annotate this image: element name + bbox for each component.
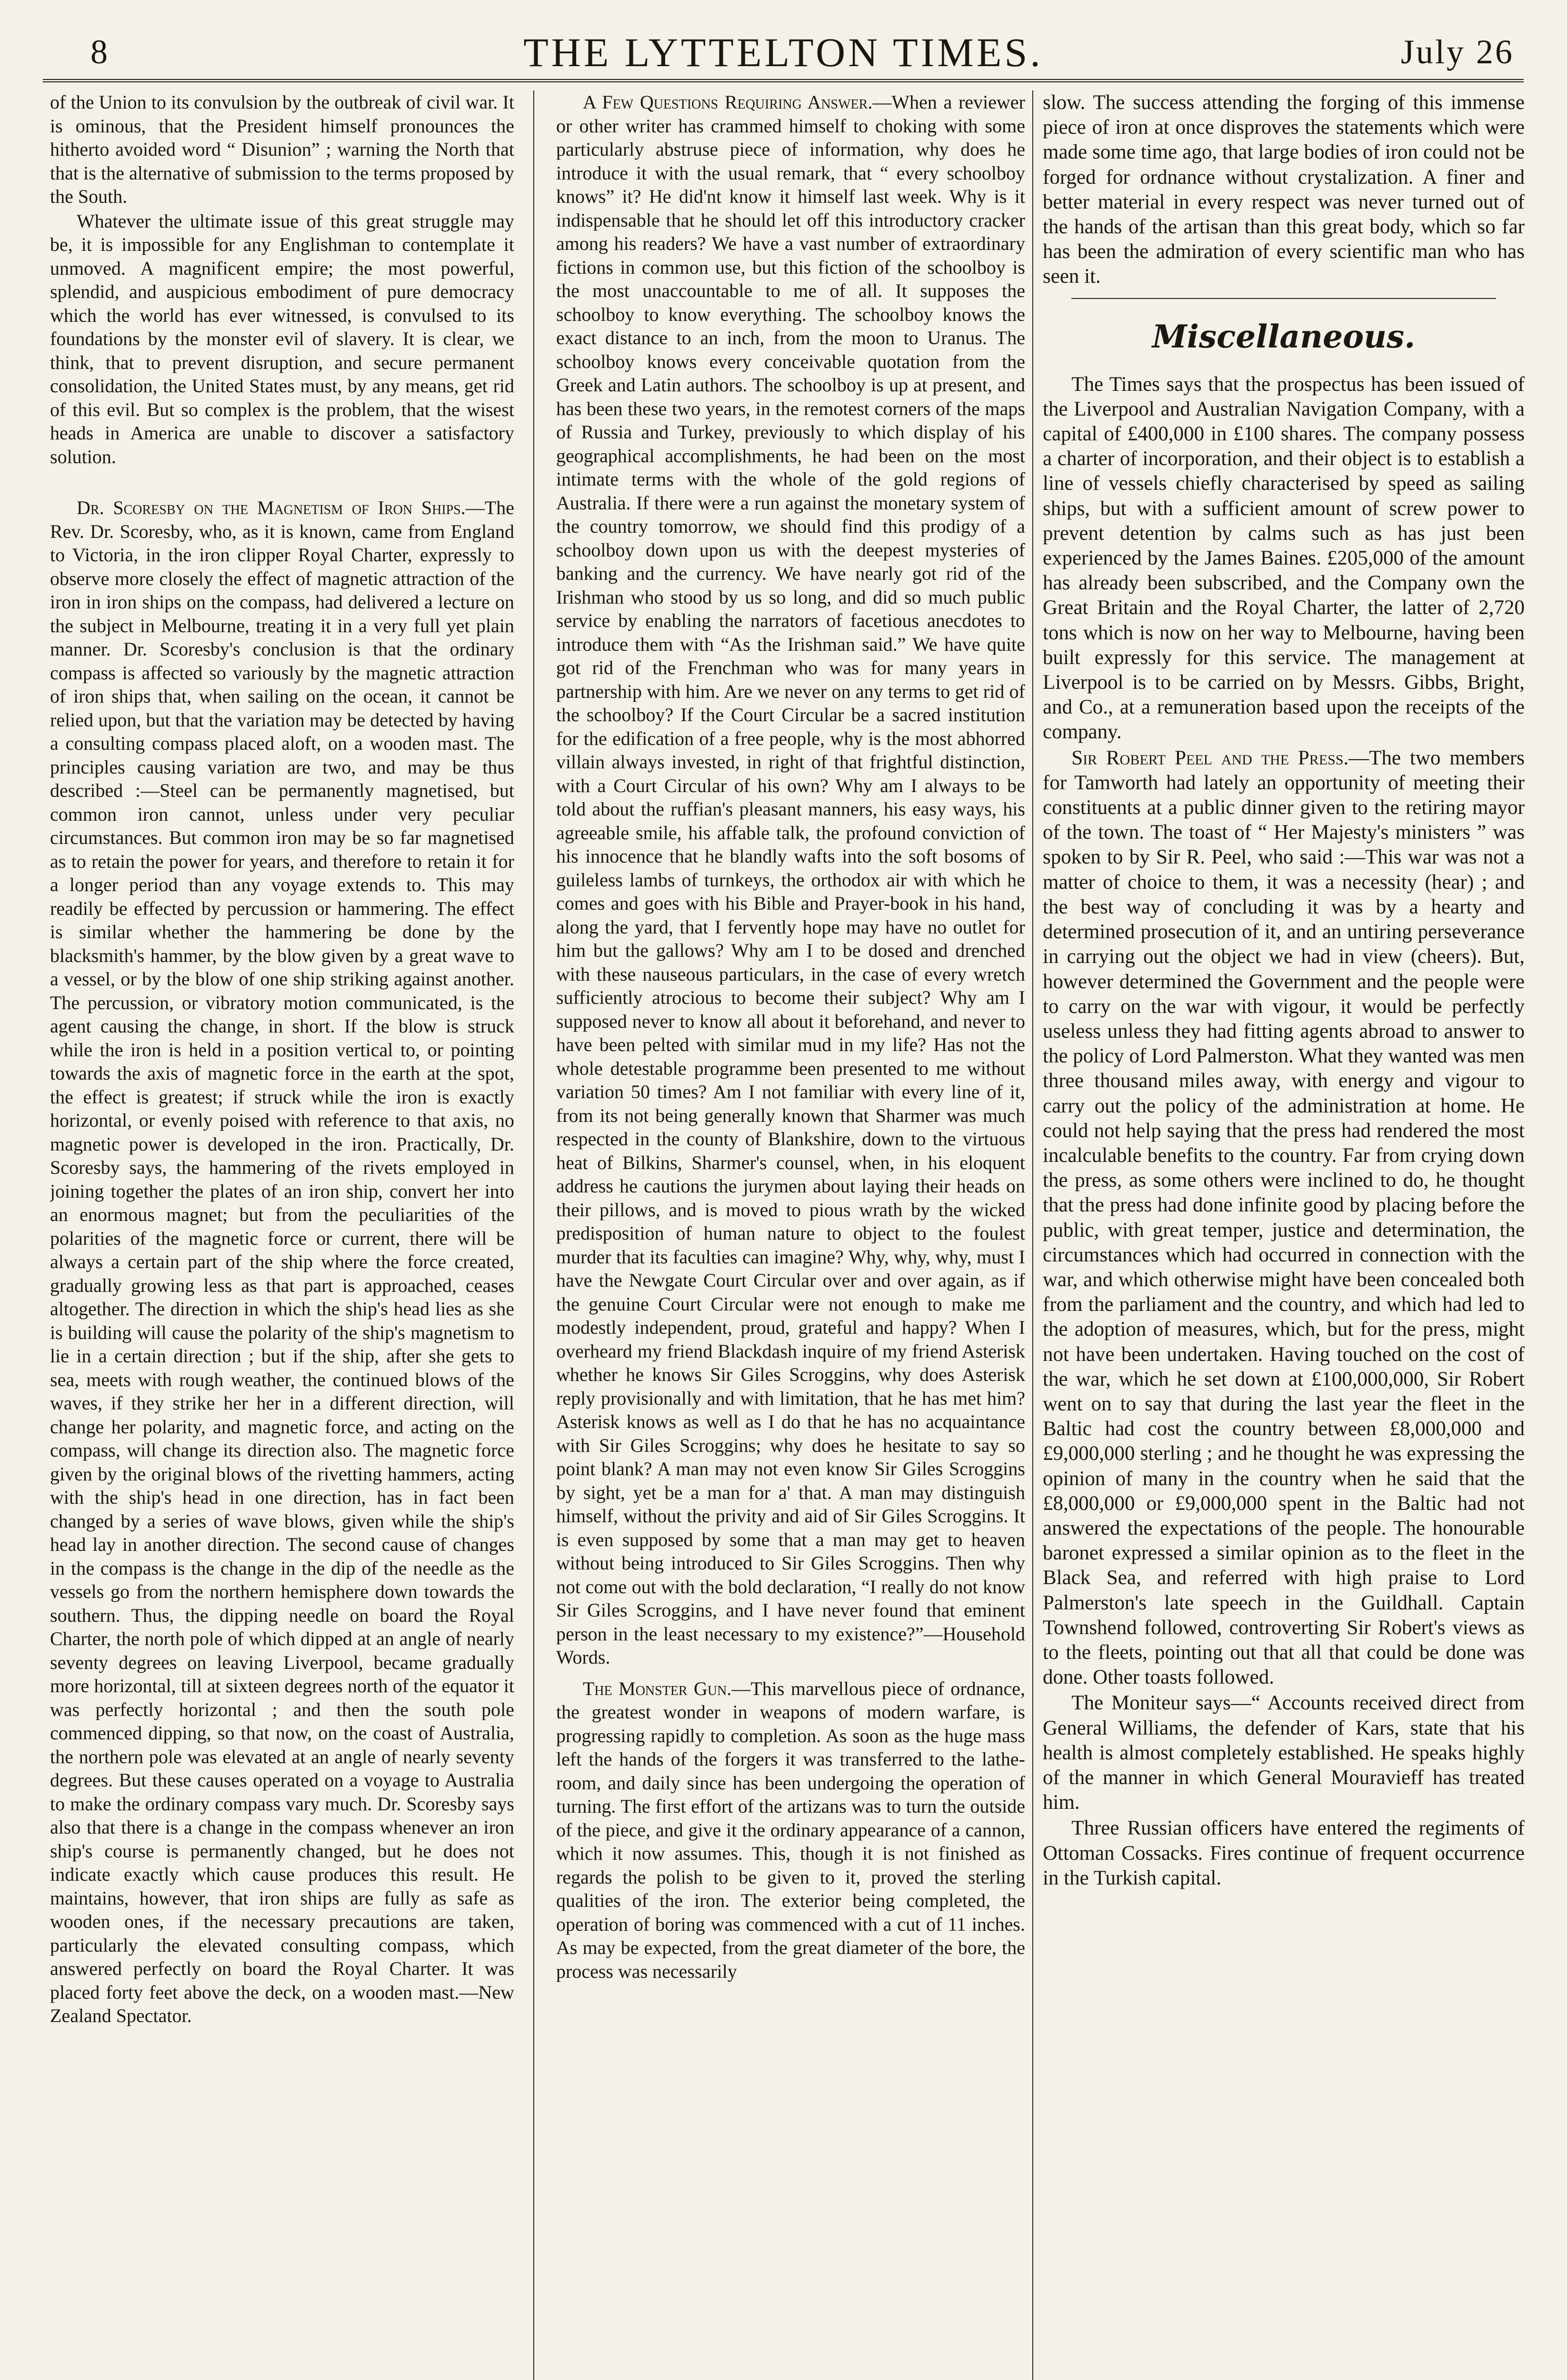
article-heading: The Monster Gun. <box>583 1677 732 1699</box>
newspaper-title: THE LYTTELTON TIMES. <box>523 30 1043 75</box>
article-body: —The two members for Tamworth had lately an opportunity of meeting their constituents at a public dinner given to the retiring mayor of the town. The toast of “ Her Majesty's ministers ” was spoken to by Sir R. Peel, who said :—This war was not a matter of choice to them, it was a necessity (hear) ; and the best way of concluding it was by a hearty and determined prosecution of it, and an untiring perseverance in carrying out the object we had in view (cheers). But, however determined the Government and the people were to carry on the war with vigour, it would be perfectly useless unless they had fitting agents abroad to answer to the policy of Lord Palmerston. What they wanted was men three thousand miles away, with energy and vigour to carry out the policy of the administration at home. He could not help saying that the press had rendered the most incalculable benefits to the country. Far from crying down the press, as some others were inclined to do, he thought that the press had done infinite good by placing before the public, with great temper, justice and determination, the circumstances which had occurred in connection with the war, and which otherwise might have been concealed both from the parliament and the country, and which had led to the adoption of measures, which, but for the press, might not have been undertaken. Having touched on the cost of the war, which he set down at £100,000,000, Sir Robert went on to say that during the last year the fleet in the Baltic had cost the country between £8,000,000 and £9,000,000 sterling ; and he thought he was expressing the opinion of many in the country when he said that the £8,000,000 or £9,000,000 spent in the Baltic had not answered the expectations of the people. The honourable baronet expressed a similar opinion as to the fleet in the Black Sea, and referred with high praise to Lord Palmerston's late speech in the Guildhall. Captain Townshend followed, controverting Sir Robert's views as to the fleets, pointing out that all that could be done was done. Other toasts followed. <box>1043 746 1525 1689</box>
page-number: 8 <box>90 33 108 71</box>
article-body: —The Rev. Dr. Scoresby, who, as it is known, came from England to Victoria, in the iron clipper Royal Charter, expressly to observe more closely the effect of magnetic attraction of the iron in iron ships on the compass, had delivered a lecture on the subject in Melbourne, treating it in a very full yet plain manner. Dr. Scoresby's conclusion is that the ordinary compass is affected so variously by the magnetic attraction of iron ships that, when sailing on the ocean, it cannot be relied upon, but that the variation may be detected by having a consulting compass placed aloft, on a wooden mast. The principles causing variation are two, and may be thus described :—Steel can be permanently magnetised, but common iron cannot, unless under very peculiar circumstances. But common iron may be so far magnetised as to retain the power for years, and therefore to retain it for a longer period than any voyage extends to. This may readily be effected by percussion or hammering. The effect is similar whether the hammering be done by the blacksmith's hammer, by the blow given by a great wave to a vessel, or by the blow of one ship striking against another. The percussion, or vibratory motion communicated, is the agent causing the change, in short. If the blow is struck while the iron is held in a position vertical to, or pointing towards the axis of magnetic force in the earth at the spot, the effect is greatest; if struck while the iron is exactly horizontal, or evenly poised with reference to that axis, no magnetic power is developed in the iron. Practically, Dr. Scoresby says, the hammering of the rivets employed in joining together the plates of an iron ship, convert her into an enormous magnet; but from the peculiarities of the polarities of the magnetic force or current, there will be always a certain part of the ship where the force created, gradually growing less as that part is approached, ceases altogether. The direction in which the ship's head lies as she is building will cause the polarity of the ship's magnetism to lie in a certain direction ; but if the ship, after she gets to sea, meets with rough weather, the continued blows of the waves, if they strike her her in a different direction, will change her polarity, and magnetic force, and acting on the compass, will change its direction also. The magnetic force given by the original blows of the rivetting hammers, acting with the ship's head in one direction, has in fact been changed by a series of wave blows, given while the ship's head lay in another direction. The second cause of changes in the compass is the change in the dip of the needle as the vessels go from the northern hemisphere down towards the southern. Thus, the dipping needle on board the Royal Charter, the north pole of which dipped at an angle of nearly seventy degrees on leaving Liverpool, became gradually more horizontal, till at sixteen degrees north of the equator it was perfectly horizontal ; and then the south pole commenced dipping, so that now, on the coast of Australia, the northern pole was elevated at an angle of nearly seventy degrees. But these causes operated on a voyage to Australia to make the ordinary compass vary much. Dr. Scoresby says also that there is a change in the compass whenever an iron ship's course is permanently changed, but he does not indicate exactly which cause produces this result. He maintains, however, that iron ships are fully as safe as wooden ones, if the necessary precautions are taken, particularly the elevated consulting compass, which answered perfectly on board the Royal Charter. It was placed forty feet above the deck, on a wooden mast.—New Zealand Spectator. <box>50 497 514 2026</box>
article-body: —When a reviewer or other writer has crammed himself to choking with some particularly abstruse piece of information, why does he introduce it with the usual remark, that “ every schoolboy knows” it? He did'nt know it himself last week. Why is it indispensable that he should let off this introductory cracker among his readers? We have a vast number of extraordinary fictions in common use, but this fiction of the schoolboy is the most unaccountable to me of all. It supposes the schoolboy to know everything. The schoolboy knows the exact distance to an inch, from the moon to Uranus. The schoolboy knows every conceivable quotation from the Greek and Latin authors. The schoolboy is up at present, and has been these two years, in the remotest corners of the maps of Russia and Turkey, previously to which display of his geographical accomplishments, he had been on the most intimate terms with the whole of the gold regions of Australia. If there were a run against the monetary system of the country tomorrow, we should find this prodigy of a schoolboy down upon us with the deepest mysteries of banking and the currency. We have nearly got rid of the Irishman who stood by us so long, and did so much public service by enabling the narrators of facetious anecdotes to introduce them with “As the Irishman said.” We have quite got rid of the Frenchman who was for many years in partnership with him. Are we never on any terms to get rid of the schoolboy? If the Court Circular be a sacred institution for the edification of a free people, why is the most abhorred villain always invested, in right of that frightful distinction, with a Court Circular of his own? Why am I always to be told about the ruffian's pleasant manners, his easy ways, his agreeable smile, his affable talk, the profound conviction of his innocence that he blandly wafts into the soft bosoms of guileless lambs of turnkeys, the orthodox air with which he comes and goes with his Bible and Prayer-book in his hand, along the yard, that I fervently hope may have no outlet for him but the gallows? Why am I to be dosed and drenched with these nauseous particulars, in the case of every wretch sufficiently atrocious to become their subject? Why am I supposed never to know all about it beforehand, and never to have been pelted with similar mud in my life? Has not the whole detestable programme been presented to me without variation 50 times? Am I not familiar with every line of it, from its not being generally known that Sharmer was much respected in the county of Blankshire, down to the virtuous heat of Bilkins, Sharmer's counsel, when, in his eloquent address he cautions the jurymen about laying their heads on their pillows, and is moved to pious wrath by the wicked predisposition of human nature to object to the foulest murder that its faculties can imagine? Why, why, why, must I have the Newgate Court Circular over and over again, as if the genuine Court Circular were not enough to make me modestly independent, proud, grateful and happy? When I overheard my friend Blackdash inquire of my friend Asterisk whether he knows Sir Giles Scroggins, why does Asterisk reply provisionally and with limitation, that he has met him? Asterisk knows as well as I do that he has no acquaintance with Sir Giles Scroggins; why does he hesitate to say so point blank? A man may not even know Sir Giles Scroggins by sight, yet be a man for a' that. A man may distinguish himself, without the privity and aid of Sir Giles Scroggins. It is even supposed by some that a man may get to heaven without being introduced to Sir Giles Scroggins. Then why not come out with the bold declaration, “I really do not know Sir Giles Scroggins, and I have never found that eminent person in the least necessary to my existence?”—Household Words. <box>556 91 1025 1668</box>
issue-date: July 26 <box>1400 33 1514 71</box>
article-paragraph: of the Union to its convulsion by the outbreak of civil war. It is ominous, that the President himself pronounces the hitherto avoided word “ Disunion” ; warning the North that that is the alternative of submission to the terms proposed by the South. <box>50 91 514 207</box>
article-questions <box>556 90 1025 1669</box>
column-rule <box>1032 90 1033 2380</box>
article-heading: Sir Robert Peel and the Press. <box>1071 746 1349 769</box>
article-liverpool: The Times says that the prospectus has been issued of the Liverpool and Australian Navigation Company, with a capital of £400,000 in £100 shares. The company possess a charter of incorporation, and their object is to establish a line of vessels chiefly characterised by speed as sailing ships, but with a sufficient amount of screw power to prevent detention by calms such as has just been experienced by the James Baines. £205,000 of the amount has already been subscribed, and the Company own the Great Britain and the Royal Charter, the latter of 2,720 tons which is now on her way to Melbourne, having been built expressly for this service. The management at Liverpool is to be carried on by Messrs. Gibbs, Bright, and Co., at a remuneration based upon the receipts of the company. <box>1043 373 1525 744</box>
article-monster-gun <box>556 1677 1025 1983</box>
section-divider <box>1071 298 1496 299</box>
section-heading: Miscellaneous. <box>1152 317 1416 355</box>
article-paragraph: Whatever the ultimate issue of this great struggle may be, it is impossible for any Englishman to contemplate it unmoved. A magnificent empire; the most powerful, splendid, and auspicious embodiment of pure democracy which the world has ever witnessed, is convulsed to its foundations by the monster evil of slavery. It is clear, we think, that to prevent disruption, and secure permanent consolidation, the United States must, by any means, get rid of this evil. But so complex is the problem, that the wisest heads in America are unable to discover a satisfactory solution. <box>50 210 514 467</box>
article-paragraph: slow. The success attending the forging of this immense piece of iron at once disproves the statements which were made some time ago, that large bodies of iron could not be forged for ordnance without crystalization. A finer and better material in every respect was never turned out of the hands of the artisan than this great body, which so far has been the admiration of every scientific man who has seen it. <box>1043 91 1525 288</box>
column-1 <box>50 90 514 2380</box>
article-moniteur: The Moniteur says—“ Accounts received direct from General Williams, the defender of Kars, state that his health is almost completely established. He speaks highly of the manner in which General Mouravieff has treated him. <box>1043 1692 1525 1814</box>
article-heading: A Few Questions Requiring Answer. <box>583 91 873 113</box>
article-cossacks: Three Russian officers have entered the regiments of Ottoman Cossacks. Fires continue of frequent occurrence in the Turkish capital. <box>1043 1817 1525 1889</box>
article-scoresby <box>50 496 514 2028</box>
article-body: —This marvellous piece of ordnance, the greatest wonder in weapons of modern warfare, is progressing rapidly to completion. As soon as the huge mass left the hands of the forgers it was transferred to the lathe-room, and daily since has been undergoing the operation of turning. The first effort of the artizans was to turn the outside of the piece, and give it the ordinary appearance of a cannon, which it now assumes. This, though it is not finished as regards the polish to be given to it, proved the sterling qualities of the iron. The exterior being completed, the operation of boring was commenced with a cut of 11 inches. As may be expected, from the great diameter of the bore, the process was necessarily <box>556 1677 1025 1982</box>
column-rule <box>533 90 534 2380</box>
column-3 <box>1043 90 1525 2380</box>
column-2 <box>556 90 1025 2380</box>
article-peel <box>1043 746 1525 1690</box>
article-heading: Dr. Scoresby on the Magnetism of Iron Ships. <box>77 497 466 518</box>
masthead <box>43 23 1524 82</box>
